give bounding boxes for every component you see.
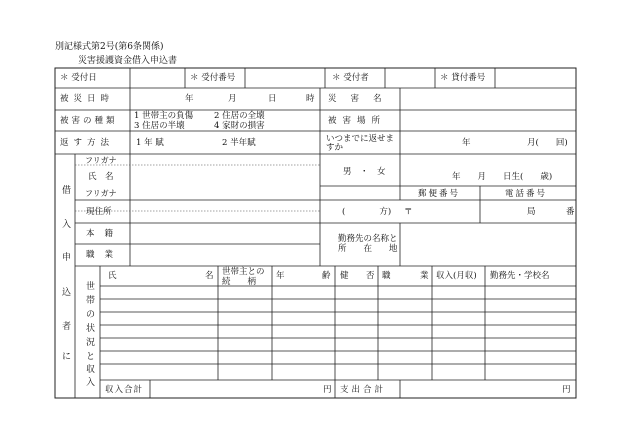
form-number: 別記様式第2号(第6条関係) xyxy=(55,42,164,52)
postal-code-field[interactable] xyxy=(412,200,480,223)
col-relation-1: 世帯主との xyxy=(222,267,265,277)
applicant-side-label-2: 入 xyxy=(62,220,72,230)
received-date-field[interactable] xyxy=(130,68,185,88)
household-side-4: 状 xyxy=(86,324,96,334)
household-row-5[interactable] xyxy=(100,338,576,351)
repayment-opt-annual[interactable]: 1 年 賦 xyxy=(136,138,164,148)
disaster-name-field[interactable] xyxy=(400,88,576,110)
household-row-7[interactable] xyxy=(100,364,576,380)
income-total-label: 収入合計 xyxy=(105,385,144,395)
applicant-side-label-1: 借 xyxy=(62,186,72,196)
loan-no-field[interactable] xyxy=(495,68,576,88)
col-name-right: 名 xyxy=(205,271,214,281)
workplace-label-2: 所 在 地 xyxy=(338,244,398,254)
household-row-6[interactable] xyxy=(100,351,576,364)
workplace-field[interactable] xyxy=(400,223,576,266)
receipt-no-label: ＊ 受付番号 xyxy=(190,73,236,83)
address-care-of: ( 方) xyxy=(342,207,392,217)
form-title: 災害援護資金借入申込書 xyxy=(78,56,178,66)
disaster-month: 月 xyxy=(228,94,237,104)
workplace-label-1: 勤務先の名称と xyxy=(338,234,398,244)
disaster-hour: 時 xyxy=(306,94,315,104)
repayment-when-field[interactable] xyxy=(400,131,576,154)
received-date-label: ＊ 受付日 xyxy=(60,73,97,83)
col-school: 勤務先・学校名 xyxy=(490,271,550,281)
receiver-field[interactable] xyxy=(385,68,435,88)
name-label: 氏 名 xyxy=(88,172,114,182)
applicant-side-label-4: 込 xyxy=(62,288,72,298)
col-health-left: 健 xyxy=(340,271,349,281)
damage-opt-injury[interactable]: 1 世帯主の負傷 xyxy=(134,111,194,121)
loan-no-label: ＊ 貸付番号 xyxy=(440,73,486,83)
household-side-1: 世 xyxy=(86,282,96,292)
postal-code-label: 郵便番号 xyxy=(418,189,461,199)
gender-select[interactable]: 男 ・ 女 xyxy=(343,167,386,177)
disaster-day: 日 xyxy=(268,94,277,104)
expense-total-label: 支出合計 xyxy=(340,385,387,395)
repayment-opt-semiannual[interactable]: 2 半年賦 xyxy=(222,138,256,148)
furigana-label: フリガナ xyxy=(85,156,117,165)
receiver-label: ＊ 受付者 xyxy=(332,73,369,83)
disaster-year: 年 xyxy=(185,94,194,104)
repayment-month-times: 月( 回) xyxy=(527,138,568,148)
receipt-no-field[interactable] xyxy=(245,68,325,88)
phone-exchange: 局 xyxy=(527,207,536,217)
col-job-right: 業 xyxy=(420,271,429,281)
household-row-3[interactable] xyxy=(100,312,576,325)
household-side-2: 帯 xyxy=(86,296,96,306)
damage-opt-half-loss[interactable]: 3 住居の半壊 xyxy=(134,121,185,131)
expense-total-yen: 円 xyxy=(562,385,571,395)
applicant-side-label-3: 申 xyxy=(62,253,72,263)
damage-opt-total-loss[interactable]: 2 住居の全壊 xyxy=(214,111,265,121)
applicant-side-label-5: 者 xyxy=(62,322,72,332)
col-age-right: 齢 xyxy=(322,271,331,281)
phone-number-suffix: 番 xyxy=(566,207,575,217)
occupation-label: 職業 xyxy=(86,250,124,260)
damage-place-label: 被害場所 xyxy=(328,116,387,126)
household-side-8: 入 xyxy=(86,378,96,388)
repayment-when-label-2: すか xyxy=(326,143,344,153)
disaster-name-label: 災害名 xyxy=(328,94,396,104)
birth-date-field[interactable]: 年 月 日生( 歳) xyxy=(452,172,553,182)
repayment-year: 年 xyxy=(462,138,471,148)
domicile-label: 本籍 xyxy=(86,229,124,239)
household-side-3: の xyxy=(86,310,96,320)
postal-mark: 〒 xyxy=(404,207,413,217)
income-total-field[interactable] xyxy=(150,380,335,398)
col-job-left: 職 xyxy=(382,271,391,281)
damage-place-field[interactable] xyxy=(400,110,576,131)
col-relation-2: 続 柄 xyxy=(222,277,257,287)
repayment-when-label-1: いつまでに返せま xyxy=(326,134,395,144)
name-field[interactable] xyxy=(130,165,320,200)
applicant-side-label-6: に xyxy=(62,352,72,362)
household-row-2[interactable] xyxy=(100,299,576,312)
expense-total-field[interactable] xyxy=(400,380,576,398)
household-side-5: 況 xyxy=(86,338,96,348)
disaster-date-label: 被災日時 xyxy=(60,94,115,104)
damage-opt-household-goods[interactable]: 4 家財の損害 xyxy=(214,121,265,131)
col-health-right: 否 xyxy=(366,271,375,281)
household-side-6: と xyxy=(86,352,96,362)
col-name-left: 氏 xyxy=(108,271,117,281)
disaster-date-field[interactable] xyxy=(130,88,320,110)
damage-type-label: 被害の種類 xyxy=(60,116,118,126)
household-row-1[interactable] xyxy=(100,286,576,299)
domicile-field[interactable] xyxy=(130,223,320,244)
income-total-yen: 円 xyxy=(323,385,332,395)
col-age-left: 年 xyxy=(276,271,285,281)
repayment-method-label: 返す方法 xyxy=(60,138,115,148)
furigana2-field[interactable] xyxy=(130,200,320,211)
occupation-field[interactable] xyxy=(130,244,320,266)
address-label: 現住所 xyxy=(86,207,112,217)
phone-label: 電話番号 xyxy=(505,189,548,199)
furigana2-label: フリガナ xyxy=(85,189,117,198)
col-income: 収入(月収) xyxy=(436,271,477,281)
household-side-7: 収 xyxy=(86,365,96,375)
furigana-field[interactable] xyxy=(130,154,320,165)
address-field[interactable] xyxy=(130,211,320,223)
household-row-4[interactable] xyxy=(100,325,576,338)
